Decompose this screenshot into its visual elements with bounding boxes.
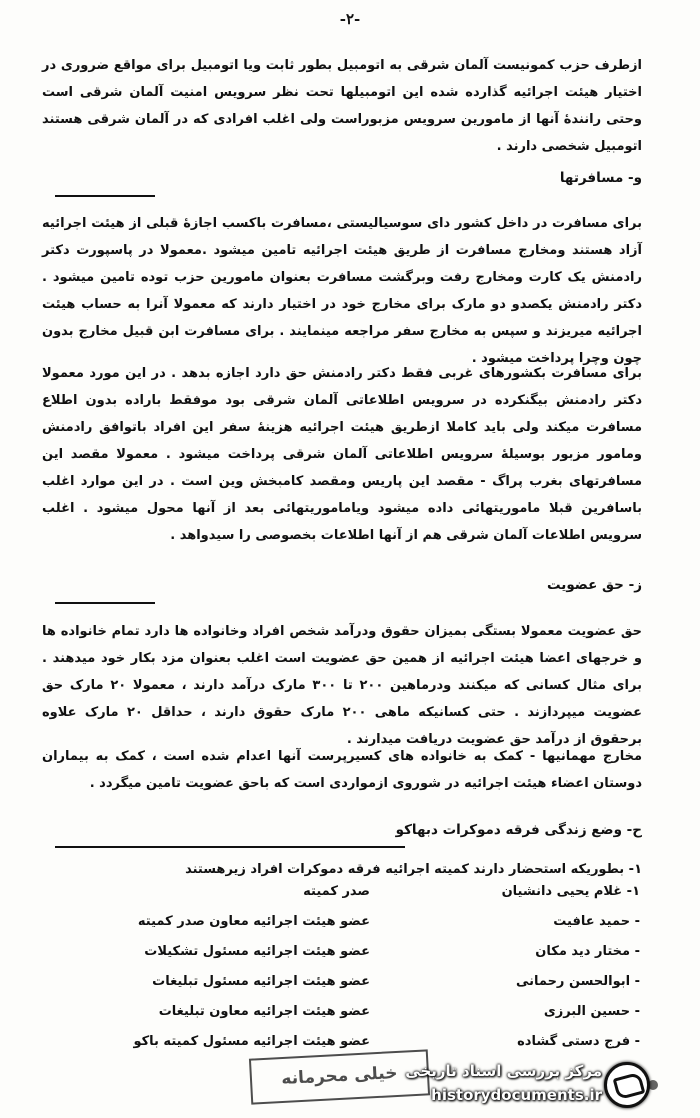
archive-watermark <box>390 1058 650 1112</box>
member-name: - مختار دید مکان <box>535 944 640 959</box>
section-travel-heading: و- مسافرتها <box>559 170 642 186</box>
section-living-heading: ح- وضع زندگی فرقه دموکرات دبهاکو <box>395 822 642 838</box>
member-role: عضو هیئت اجرائیه معاون صدر کمیته <box>137 914 370 929</box>
archive-logo-icon <box>604 1062 650 1108</box>
member-role: عضو هیئت اجرائیه معاون تبلیغات <box>158 1004 370 1019</box>
member-name: - ابوالحسن رحمانی <box>515 974 640 989</box>
intro-paragraph: ازطرف حزب کمونیست آلمان شرقی به اتومبیل بطور ثابت ویا اتومبیل برای مواقع ضروری در اختیار هیئت اجرائیه گذارده شده این اتومبیلها تحت نظر سرویس امنیت آلمان شرقی است وحتی رانندهٔ آنها از مامورین سرویس مزبوراست ولی اغلب افرادی که در آلمان شرقی هستند اتومبیل شخصی دارند . <box>42 58 642 154</box>
member-role: عضو هیئت اجرائیه مسئول کمیته باکو <box>133 1034 370 1049</box>
watermark-title: مرکز بررسی اسناد تاریخی <box>405 1062 602 1080</box>
travel-paragraph-2: برای مسافرت بکشورهای غربی فقط دکتر رادمنش حق دارد اجازه بدهد . در این مورد معمولا دکتر رادمنش بیگنکرده در سرویس اطلاعاتی آلمان شرقی بود موفقط باراده بدون اطلاع مسافرت میکند ولی باید کاملا ازطریق هیئت اجرائیه هزینهٔ سفر این افراد باتوافق رادمنش ومامور مزبور بوسیلهٔ سرویس اطلاعاتی آلمان شرقی پرداخت میشود . معمولا مقصد این مسافرتهای بغرب پراگ - مقصد این پاریس ومقصد کامبخش وین است . در این موارد اغلب باسافرین قبلا ماموریتهائی داده میشود ویاماموریتهائی بعد از آنها محول میشود . اغلب سرویس اطلاعات آلمان شرقی هم از آنها اطلاعات بخصوصی را سیدواهد . <box>42 366 642 543</box>
membership-paragraph-1: حق عضویت معمولا بستگی بمیزان حقوق ودرآمد شخص افراد وخانواده ها دارد تمام خانواده ها و خرجهای اعضا هیئت اجرائیه از همین حق عضویت است اغلب بعنوان مزد بکار خود میدهند . برای مثال کسانی که میکنند ودرماهین ۲۰۰ تا ۳۰۰ مارک درآمد دارند ، معمولا ۲۰ مارک حق عضویت میپردازند . حتی کسانیکه ماهی ۲۰۰ مارک حقوق دارند ، حداقل ۲۰ مارک علاوه برحقوق از درآمد حق عضویت دریافت میدارند . <box>42 624 642 747</box>
member-name: - فرج دستی گشاده <box>517 1034 640 1049</box>
member-name: - حسین البرزی <box>543 1004 640 1019</box>
section-travel-underline <box>55 195 155 197</box>
section-living-underline <box>55 846 405 848</box>
confidential-stamp: خیلی محرمانه <box>249 1049 430 1104</box>
member-name: ۱- غلام یحیی دانشیان <box>501 884 640 899</box>
member-role: عضو هیئت اجرائیه مسئول تشکیلات <box>144 944 370 959</box>
watermark-url: historydocuments.ir <box>431 1086 602 1104</box>
section-membership-heading: ز- حق عضویت <box>546 577 642 593</box>
member-name: - حمید عافیت <box>553 914 640 929</box>
member-role: عضو هیئت اجرائیه مسئول تبلیغات <box>152 974 370 989</box>
member-row <box>0 884 700 912</box>
member-role: صدر کمیته <box>303 884 370 899</box>
member-row <box>0 974 700 1002</box>
travel-paragraph-1: برای مسافرت در داخل کشور دای سوسیالیستی ،مسافرت باکسب اجازهٔ قبلی از هیئت اجرائیه آزاد هستند ومخارج مسافرت از طریق هیئت اجرائیه تامین میشود .معمولا در پاسپورت دکتر رادمنش یک کارت ومخارج رفت وبرگشت مسافرت بعنوان مامورین حزب توده تامین میشود . دکتر رادمنش یکصدو دو مارک برای مخارج خود در اختیار دارند که معمولا آنرا به حساب هیئت اجرائیه میریزند و سپس به مخارج سفر مراجعه مینمایند . برای مسافرت ابن قبیل مخارج بدون چون وچرا پرداخت میشود . <box>42 216 642 366</box>
living-intro: ۱- بطوریکه استحضار دارند کمیته اجرائیه فرقه دموکرات افراد زیرهستند <box>185 862 642 877</box>
membership-paragraph-2: مخارج مهمانیها - کمک به خانواده های کسیرپرست آنها اعدام شده است ، کمک به بیماران دوستان اعضاء هیئت اجرائیه در شوروی ازمواردی است که باحق عضویت تامین میگردد . <box>42 749 642 791</box>
member-row <box>0 1004 700 1032</box>
member-row <box>0 914 700 942</box>
member-row <box>0 944 700 972</box>
page-number: -۲- <box>339 10 361 28</box>
section-membership-underline <box>55 602 155 604</box>
